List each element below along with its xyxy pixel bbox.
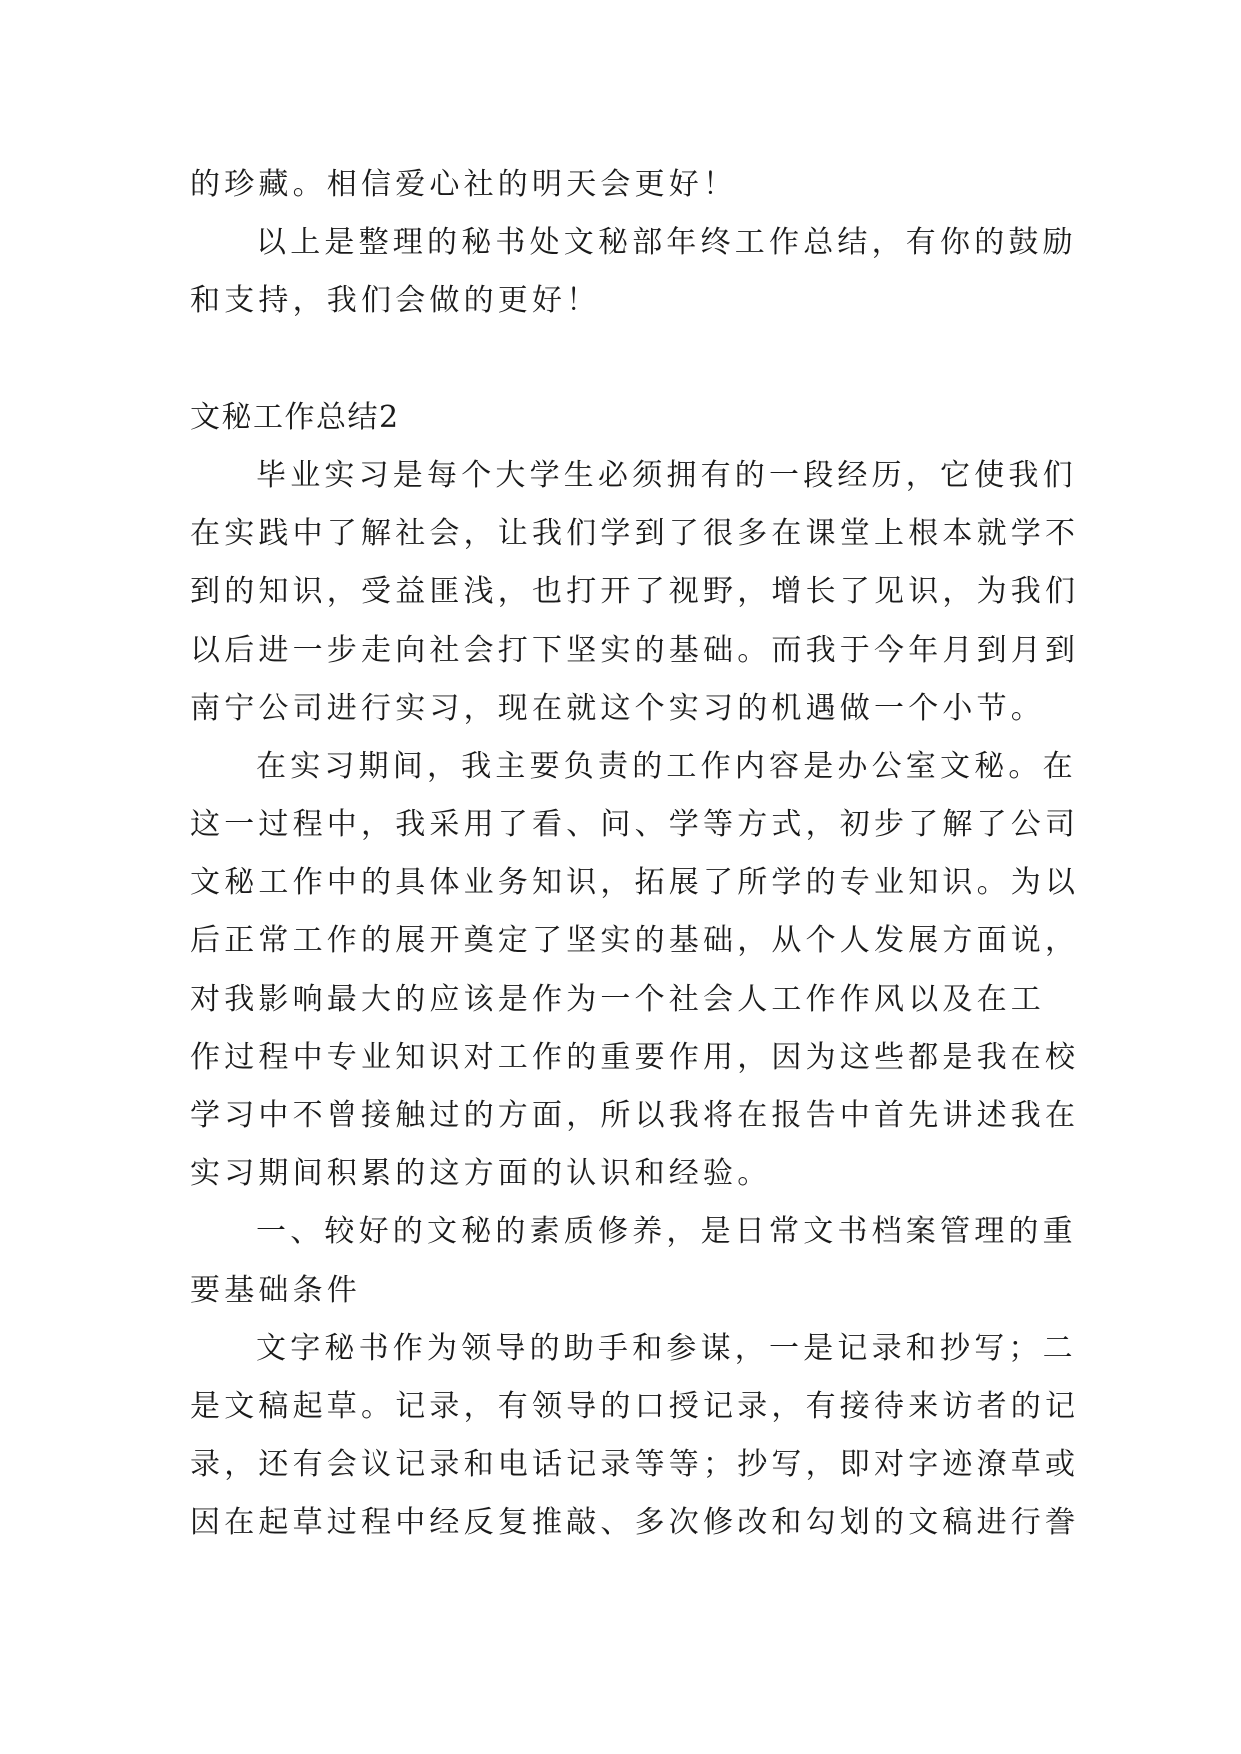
text-line: 以后进一步走向社会打下坚实的基础。而我于今年月到月到 [190, 632, 1080, 668]
section-title: 文秘工作总结2 [190, 399, 400, 435]
text-line: 后正常工作的展开奠定了坚实的基础，从个人发展方面说， [190, 923, 1080, 959]
text-line: 实习期间积累的这方面的认识和经验。 [190, 1156, 772, 1192]
text-line: 以上是整理的秘书处文秘部年终工作总结，有你的鼓励 [256, 225, 1077, 261]
text-line: 学习中不曾接触过的方面，所以我将在报告中首先讲述我在 [190, 1098, 1080, 1133]
text-line: 到的知识，受益匪浅，也打开了视野，增长了见识，为我们 [190, 574, 1080, 610]
text-line: 是文稿起草。记录，有领导的口授记录，有接待来访者的记 [190, 1388, 1080, 1424]
text-line: 和支持，我们会做的更好！ [190, 283, 601, 319]
paragraph-gap [190, 331, 1048, 389]
text-line: 南宁公司进行实习，现在就这个实习的机遇做一个小节。 [190, 690, 1045, 726]
text-line: 对我影响最大的应该是作为一个社会人工作作风以及在工 [190, 981, 1045, 1017]
text-line: 在实践中了解社会，让我们学到了很多在课堂上根本就学不 [190, 516, 1080, 552]
text-line: 作过程中专业知识对工作的重要作用，因为这些都是我在校 [190, 1039, 1080, 1075]
text-line: 文字秘书作为领导的助手和参谋，一是记录和抄写；二 [256, 1330, 1077, 1366]
text-line: 录，还有会议记录和电话记录等等；抄写，即对字迹潦草或 [190, 1447, 1080, 1483]
document-body [190, 156, 1080, 1553]
text-line: 的珍藏。相信爱心社的明天会更好！ [190, 167, 738, 202]
text-line: 在实习期间，我主要负责的工作内容是办公室文秘。在 [256, 748, 1077, 784]
subheading-line: 要基础条件 [190, 1272, 361, 1308]
text-line: 因在起草过程中经反复推敲、多次修改和勾划的文稿进行誊 [190, 1505, 1080, 1541]
text-line: 文秘工作中的具体业务知识，拓展了所学的专业知识。为以 [190, 865, 1080, 901]
text-line: 这一过程中，我采用了看、问、学等方式，初步了解了公司 [190, 807, 1080, 843]
text-line: 毕业实习是每个大学生必须拥有的一段经历，它使我们 [256, 457, 1077, 493]
subheading-line: 一、较好的文秘的素质修养，是日常文书档案管理的重 [256, 1214, 1077, 1250]
